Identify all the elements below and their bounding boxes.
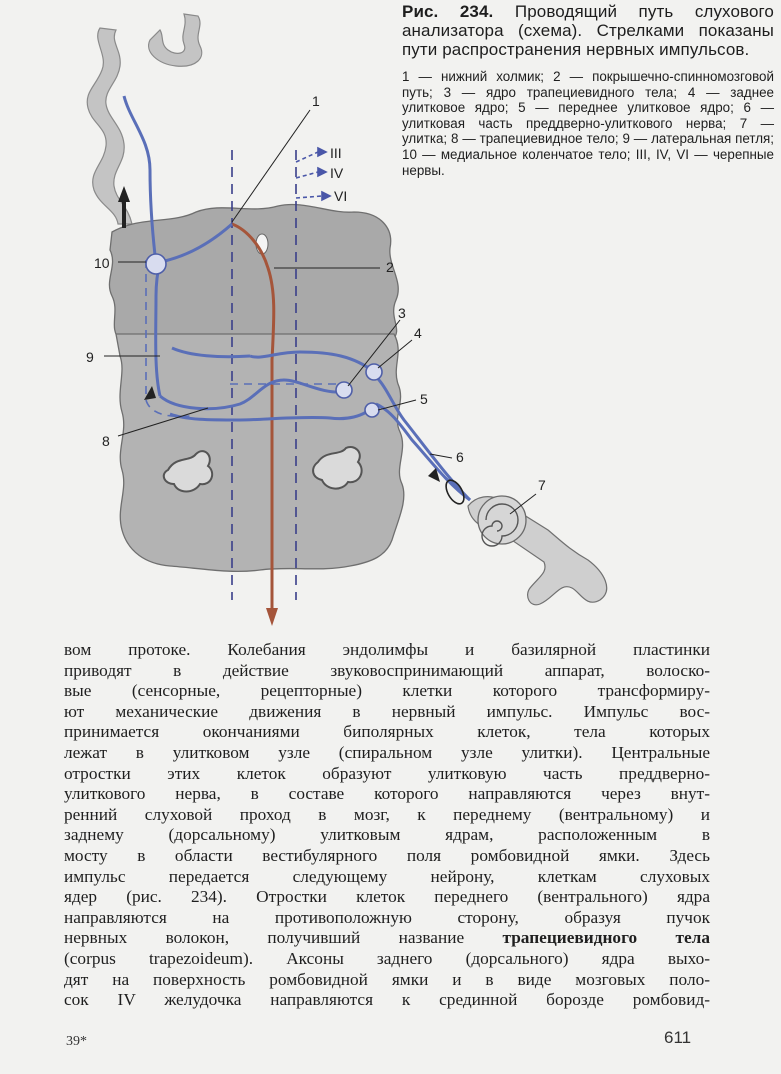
body-line: улиткового нерва, в составе которого направляются через внут- <box>64 784 710 804</box>
body-line-part: нервных волокон, получивший название <box>64 928 503 948</box>
caption-title <box>402 2 774 59</box>
page-number: 611 <box>664 1028 692 1047</box>
body-line: ют механические движения в нервный импульс. Импульс вос- <box>64 701 710 721</box>
signature-mark: 39* <box>66 1034 87 1049</box>
body-line: принимается окончаниями биполярных клеток, тела которых <box>64 722 710 742</box>
body-line: отростки этих клеток образуют улитковую часть преддверно- <box>64 763 710 783</box>
label-8: 8 <box>102 433 110 449</box>
caption-title-text: Проводящий путь слухового анализатора (схема). Стрелками показаны пути распространения нервных импульсов. <box>402 2 774 59</box>
cortex-gyrus-top <box>149 14 202 66</box>
body-line: импульс передается следующему нейрону, клеткам слуховых <box>64 866 710 886</box>
body-line: дят на поверхность ромбовидной ямки и в виде мозговых поло- <box>64 969 710 989</box>
label-4: 4 <box>414 325 422 341</box>
body-line: заднему (дорсальному) улитковым ядрам, расположенным в <box>64 825 710 845</box>
body-line: ренний слуховой проход в мозг, к переднему (вентральному) и <box>64 804 710 824</box>
label-10: 10 <box>94 255 110 271</box>
body-line: приводят в действие звуковоспринимающий аппарат, волоско- <box>64 660 710 680</box>
body-line: (corpus trapezoideum). Аксоны заднего (дорсального) ядра выхо- <box>64 948 710 968</box>
cranial-nerves-arrows <box>296 148 330 200</box>
label-5: 5 <box>420 391 428 407</box>
label-7: 7 <box>538 477 546 493</box>
body-line: мосту в области вестибулярного поля ромбовидной ямки. Здесь <box>64 845 710 865</box>
figure-caption <box>402 2 774 178</box>
body-line: вом протоке. Колебания эндолимфы и базилярной пластинки <box>64 640 710 659</box>
label-1: 1 <box>312 93 320 109</box>
label-6: 6 <box>456 449 464 465</box>
label-3: 3 <box>398 305 406 321</box>
label-nerve-iv: IV <box>330 165 344 181</box>
caption-legend: 1 — нижний холмик; 2 — покрышечно-спинномозговой путь; 3 — ядро трапециевидного тела; 4 — заднее улитковое ядро; 5 — переднее улитковое ядро; 6 — улитковая часть преддверно-улиткового нерва; 7 — улитка; 8 — трапециевидное тело; 9 — латеральная петля; 10 — медиальное коленчатое тело; III, IV, VI — черепные нервы. <box>402 69 774 178</box>
caption-figure-number: Рис. 234. <box>402 2 494 21</box>
label-9: 9 <box>86 349 94 365</box>
body-line: направляются на противоположную сторону, образуя пучок <box>64 907 710 927</box>
label-2: 2 <box>386 259 394 275</box>
body-line: вые (сенсорные, рецепторные) клетки которого трансформиру- <box>64 681 710 701</box>
body-line <box>64 928 710 949</box>
label-nerve-iii: III <box>330 145 342 161</box>
body-line: лежат в улитковом узле (спиральном узле улитки). Центральные <box>64 742 710 762</box>
term-corpus-trapezoideum: трапециевидного тела <box>502 928 710 948</box>
label-nerve-vi: VI <box>334 188 348 204</box>
body-line: ядер (рис. 234). Отростки клеток переднего (вентрального) ядра <box>64 887 710 907</box>
cochlea <box>468 496 607 605</box>
tract-arrow <box>266 608 278 626</box>
body-line: сок IV желудочка направляются к срединной борозде ромбовид- <box>64 990 710 1010</box>
body-text <box>64 640 710 1011</box>
